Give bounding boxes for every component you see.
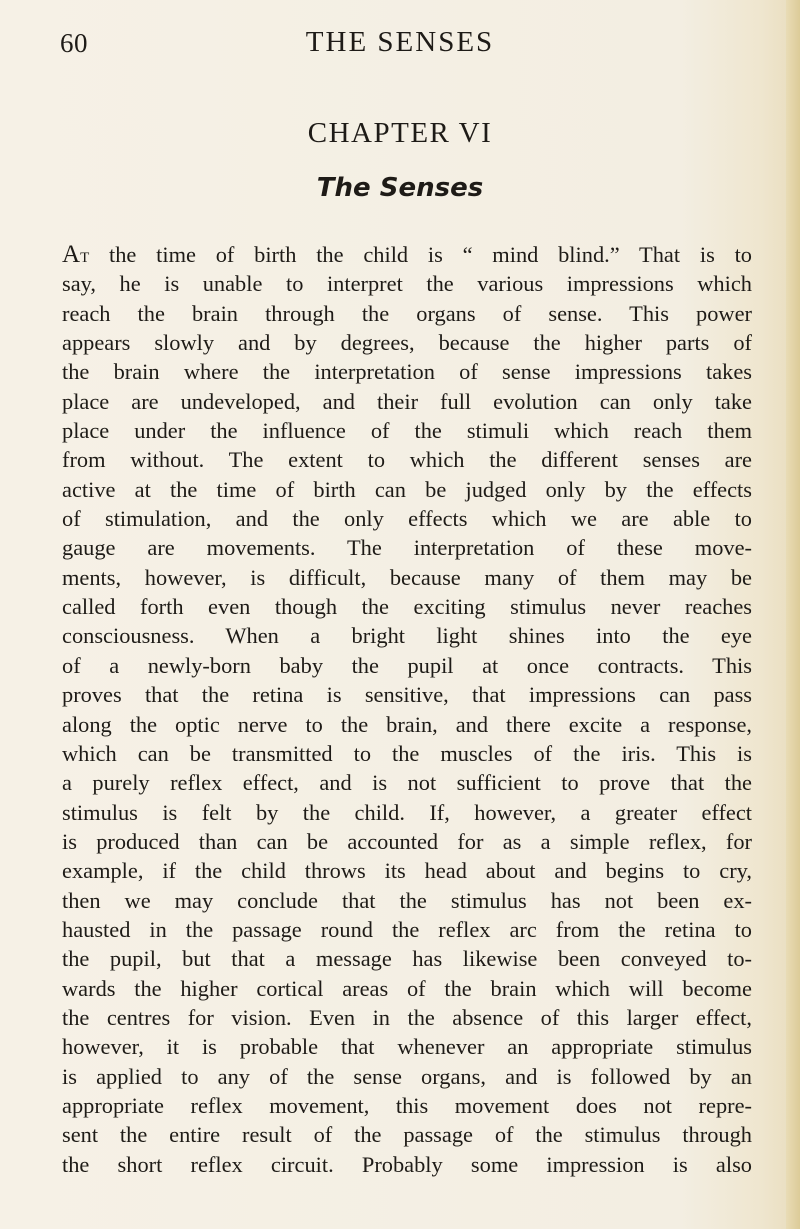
text-line: of a newly-born baby the pupil at once contracts. This	[62, 652, 752, 678]
text-line: say, he is unable to interpret the various impressions which	[62, 271, 752, 297]
body-paragraph	[62, 240, 752, 1179]
text-line: from without. The extent to which the different senses are	[62, 447, 752, 473]
text-line: is applied to any of the sense organs, and is followed by an	[62, 1063, 752, 1089]
text-line: example, if the child throws its head about and begins to cry,	[62, 858, 752, 884]
text-line: along the optic nerve to the brain, and there excite a response,	[62, 711, 752, 737]
text-line: the centres for vision. Even in the absence of this larger effect,	[62, 1004, 752, 1030]
text-line: place under the influence of the stimuli which reach them	[62, 418, 752, 444]
text-line: the pupil, but that a message has likewise been conveyed to-	[62, 946, 752, 972]
page-number: 60	[60, 28, 88, 58]
text-line: which can be transmitted to the muscles of the iris. This is	[62, 740, 752, 766]
text-line: gauge are movements. The interpretation of these move-	[62, 535, 752, 561]
text-line: called forth even though the exciting stimulus never reaches	[62, 594, 752, 620]
section-title: The Senses	[316, 173, 484, 203]
text-line: however, it is probable that whenever an appropriate stimulus	[62, 1034, 752, 1060]
text-line: the brain where the interpretation of sense impressions takes	[62, 359, 752, 385]
text-line: active at the time of birth can be judged only by the effects	[62, 476, 752, 502]
text-line	[62, 240, 752, 269]
text-line: the short reflex circuit. Probably some impression is also	[62, 1151, 752, 1177]
text-line: appropriate reflex movement, this movement does not repre-	[62, 1092, 752, 1118]
text-line: a purely reflex effect, and is not sufficient to prove that the	[62, 770, 752, 796]
text-line: of stimulation, and the only effects which we are able to	[62, 506, 752, 532]
lead-small-caps: t	[80, 242, 90, 267]
text-line-content: the time of birth the child is “ mind blind.” That is to	[89, 242, 752, 267]
text-line: reach the brain through the organs of sense. This power	[62, 300, 752, 326]
lead-capital: A	[62, 241, 81, 268]
text-line: stimulus is felt by the child. If, however, a greater effect	[62, 799, 752, 825]
text-line: hausted in the passage round the reflex arc from the retina to	[62, 916, 752, 942]
text-line: then we may conclude that the stimulus has not been ex-	[62, 887, 752, 913]
text-line: place are undeveloped, and their full evolution can only take	[62, 388, 752, 414]
text-line: is produced than can be accounted for as a simple reflex, for	[62, 828, 752, 854]
running-head: THE SENSES	[305, 26, 495, 58]
text-line: proves that the retina is sensitive, that impressions can pass	[62, 682, 752, 708]
chapter-title: CHAPTER VI	[307, 117, 493, 149]
text-line: consciousness. When a bright light shines into the eye	[62, 623, 752, 649]
text-line: sent the entire result of the passage of the stimulus through	[62, 1122, 752, 1148]
text-line: ments, however, is difficult, because many of them may be	[62, 564, 752, 590]
text-line: appears slowly and by degrees, because the higher parts of	[62, 330, 752, 356]
text-line: wards the higher cortical areas of the brain which will become	[62, 975, 752, 1001]
